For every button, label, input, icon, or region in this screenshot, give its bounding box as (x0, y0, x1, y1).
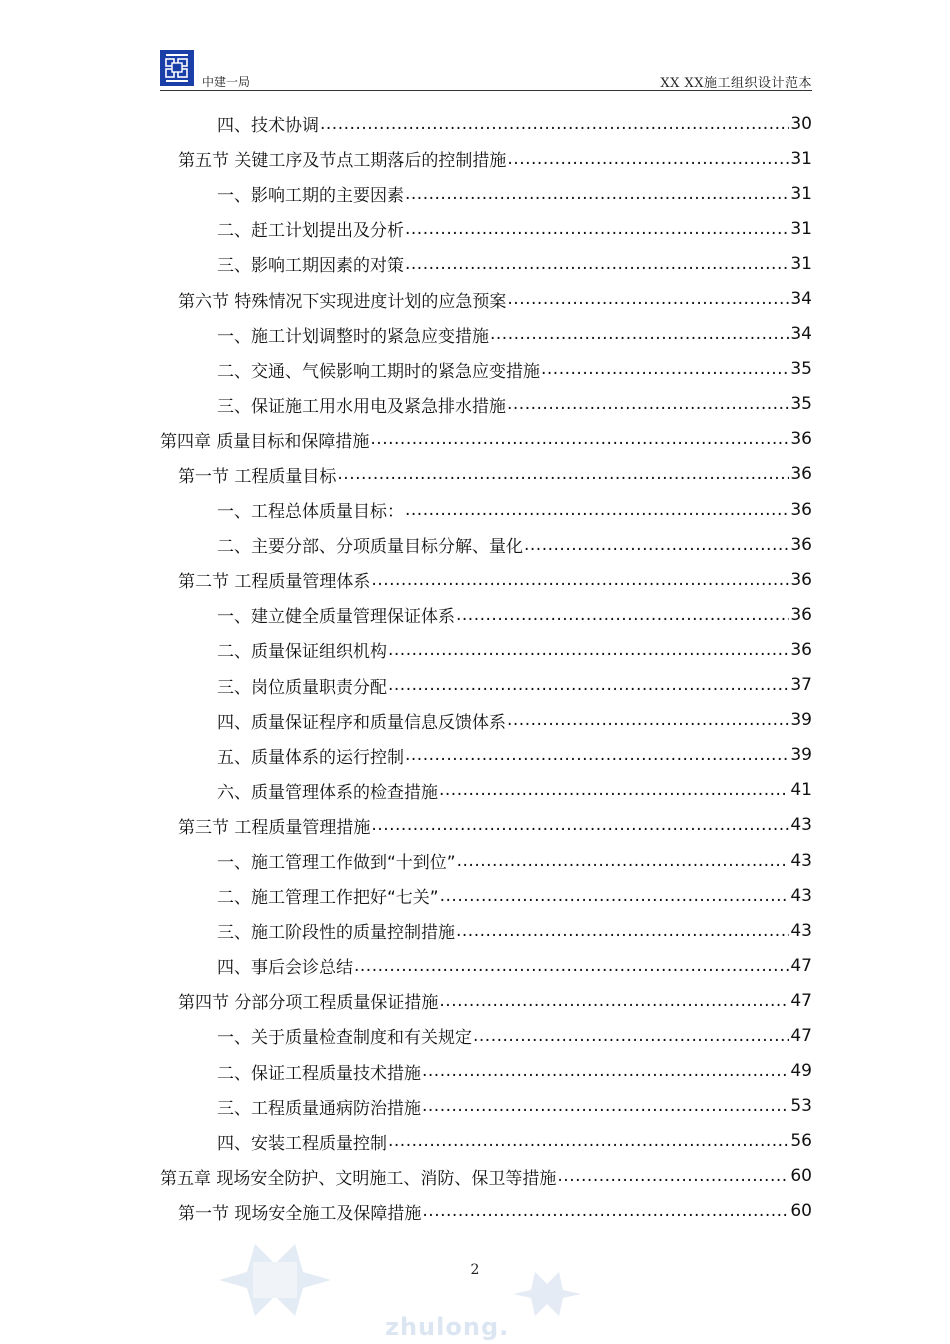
header-company-name: 中建一局 (202, 75, 251, 89)
toc-entry-page-number: 36 (790, 569, 812, 590)
toc-dot-leader (422, 1061, 789, 1081)
page-number: 2 (470, 1262, 480, 1278)
toc-entry-page-number: 39 (790, 745, 812, 766)
toc-dot-leader (388, 675, 789, 695)
toc-entry-title: 第一节 工程质量目标 (178, 466, 337, 487)
company-logo (160, 50, 194, 86)
toc-entry-page-number: 60 (790, 1166, 812, 1187)
toc-entry-page-number: 31 (790, 253, 812, 274)
toc-entry-page-number: 60 (790, 1201, 812, 1222)
toc-entry-title: 一、影响工期的主要因素 (217, 186, 404, 207)
toc-dot-leader (524, 535, 789, 555)
toc-entry-page-number: 34 (790, 324, 812, 345)
toc-entry[interactable] (160, 562, 812, 597)
toc-entry-page-number: 35 (790, 359, 812, 380)
toc-dot-leader (405, 500, 789, 520)
toc-dot-leader (320, 114, 789, 134)
toc-entry[interactable] (160, 773, 812, 808)
toc-dot-leader (405, 184, 789, 204)
toc-entry[interactable] (160, 703, 812, 738)
toc-entry[interactable] (160, 527, 812, 562)
page-header (160, 50, 812, 92)
toc-entry-title: 二、赶工计划提出及分析 (217, 221, 404, 242)
toc-entry-title: 四、技术协调 (217, 116, 319, 137)
toc-entry-title: 四、质量保证程序和质量信息反馈体系 (217, 712, 506, 733)
toc-entry[interactable] (160, 597, 812, 632)
toc-dot-leader (456, 921, 789, 941)
toc-entry-page-number: 31 (790, 148, 812, 169)
toc-entry-title: 二、质量保证组织机构 (217, 642, 387, 663)
toc-entry-title: 第五章 现场安全防护、文明施工、消防、保卫等措施 (160, 1168, 557, 1189)
toc-entry-title: 三、岗位质量职责分配 (217, 677, 387, 698)
toc-dot-leader (473, 1026, 789, 1046)
toc-entry[interactable] (160, 843, 812, 878)
toc-dot-leader (490, 324, 789, 344)
toc-entry-title: 第四章 质量目标和保障措施 (160, 431, 370, 452)
toc-entry-title: 第六节 特殊情况下实现进度计划的应急预案 (178, 291, 507, 312)
toc-dot-leader (557, 1166, 789, 1186)
toc-dot-leader (440, 886, 790, 906)
toc-dot-leader (371, 570, 789, 590)
toc-entry-page-number: 49 (790, 1061, 812, 1082)
toc-dot-leader (541, 359, 789, 379)
toc-dot-leader (354, 956, 789, 976)
toc-entry[interactable] (160, 913, 812, 948)
toc-entry[interactable] (160, 457, 812, 492)
toc-entry-page-number: 36 (790, 534, 812, 555)
toc-entry-title: 第三节 工程质量管理措施 (178, 817, 371, 838)
toc-dot-leader (405, 745, 789, 765)
toc-entry-page-number: 56 (790, 1131, 812, 1152)
toc-entry-title: 第二节 工程质量管理体系 (178, 572, 371, 593)
toc-entry[interactable] (160, 1089, 812, 1124)
toc-entry-title: 一、工程总体质量目标： (217, 502, 404, 523)
toc-entry[interactable] (160, 983, 812, 1018)
toc-entry-title: 一、关于质量检查制度和有关规定 (217, 1028, 472, 1049)
toc-entry-title: 二、主要分部、分项质量目标分解、量化 (217, 537, 523, 558)
toc-entry-title: 三、保证施工用水用电及紧急排水措施 (217, 396, 506, 417)
toc-entry-title: 第一节 现场安全施工及保障措施 (178, 1203, 422, 1224)
toc-entry-page-number: 31 (790, 183, 812, 204)
toc-dot-leader (507, 149, 789, 169)
toc-dot-leader (371, 815, 789, 835)
toc-entry-page-number: 31 (790, 218, 812, 239)
toc-dot-leader (422, 1096, 789, 1116)
toc-entry-page-number: 53 (790, 1096, 812, 1117)
toc-entry-page-number: 36 (790, 429, 812, 450)
toc-entry-page-number: 43 (790, 920, 812, 941)
toc-dot-leader (405, 219, 789, 239)
toc-entry-page-number: 34 (790, 289, 812, 310)
toc-entry-page-number: 47 (790, 955, 812, 976)
toc-entry-page-number: 41 (790, 780, 812, 801)
toc-entry-page-number: 39 (790, 710, 812, 731)
toc-entry-page-number: 36 (790, 499, 812, 520)
toc-entry-title: 第五节 关键工序及节点工期落后的控制措施 (178, 151, 507, 172)
toc-entry[interactable] (160, 352, 812, 387)
toc-dot-leader (507, 289, 789, 309)
header-document-title: XX XX施工组织设计范本 (660, 76, 812, 91)
toc-entry[interactable] (160, 1054, 812, 1089)
toc-entry-title: 四、事后会诊总结 (217, 958, 353, 979)
toc-entry[interactable] (160, 878, 812, 913)
toc-entry-title: 五、质量体系的运行控制 (217, 747, 404, 768)
toc-entry-title: 二、交通、气候影响工期时的紧急应变措施 (217, 361, 540, 382)
toc-dot-leader (388, 1131, 789, 1151)
toc-entry-title: 六、质量管理体系的检查措施 (217, 782, 438, 803)
watermark-text: zhulong. (385, 1313, 510, 1341)
toc-dot-leader (457, 851, 790, 871)
toc-entry[interactable] (160, 387, 812, 422)
toc-entry-title: 三、影响工期因素的对策 (217, 256, 404, 277)
toc-entry-title: 一、建立健全质量管理保证体系 (217, 607, 455, 628)
toc-dot-leader (405, 254, 789, 274)
toc-dot-leader (422, 1201, 789, 1221)
toc-entry[interactable] (160, 141, 812, 176)
toc-entry-title: 四、安装工程质量控制 (217, 1133, 387, 1154)
toc-entry[interactable] (160, 738, 812, 773)
toc-entry[interactable] (160, 281, 812, 316)
toc-entry-page-number: 37 (790, 675, 812, 696)
toc-dot-leader (507, 394, 789, 414)
toc-entry-title: 二、施工管理工作把好“七关” (217, 888, 439, 909)
toc-entry-title: 三、施工阶段性的质量控制措施 (217, 923, 455, 944)
toc-entry[interactable] (160, 1194, 812, 1229)
toc-entry-title: 一、施工管理工作做到“十到位” (217, 853, 456, 874)
toc-entry[interactable] (160, 1124, 812, 1159)
toc-entry-title: 一、施工计划调整时的紧急应变措施 (217, 326, 489, 347)
toc-entry-page-number: 47 (790, 990, 812, 1011)
toc-dot-leader (388, 640, 789, 660)
toc-dot-leader (337, 464, 789, 484)
toc-entry-page-number: 36 (790, 639, 812, 660)
toc-entry[interactable] (160, 808, 812, 843)
toc-entry[interactable] (160, 492, 812, 527)
cscec-logo-icon (160, 50, 194, 86)
toc-entry[interactable] (160, 246, 812, 281)
toc-entry-title: 第四节 分部分项工程质量保证措施 (178, 993, 439, 1014)
toc-dot-leader (370, 429, 789, 449)
toc-entry[interactable] (160, 106, 812, 141)
toc-entry-title: 二、保证工程质量技术措施 (217, 1063, 421, 1084)
toc-entry[interactable] (160, 211, 812, 246)
toc-entry[interactable] (160, 632, 812, 667)
toc-entry[interactable] (160, 317, 812, 352)
toc-entry-title: 三、工程质量通病防治措施 (217, 1098, 421, 1119)
toc-entry-page-number: 43 (790, 815, 812, 836)
toc-entry-page-number: 43 (790, 850, 812, 871)
toc-entry-page-number: 43 (790, 885, 812, 906)
toc-entry[interactable] (160, 1018, 812, 1053)
toc-dot-leader (439, 780, 789, 800)
toc-entry-page-number: 35 (790, 394, 812, 415)
toc-entry-page-number: 36 (790, 464, 812, 485)
toc-entry-page-number: 47 (790, 1025, 812, 1046)
toc-dot-leader (507, 710, 789, 730)
toc-entry[interactable] (160, 422, 812, 457)
toc-entry-page-number: 30 (790, 113, 812, 134)
header-rule (160, 90, 812, 91)
toc-entry[interactable] (160, 176, 812, 211)
toc-entry[interactable] (160, 948, 812, 983)
table-of-contents (160, 106, 812, 1229)
toc-entry[interactable] (160, 668, 812, 703)
toc-entry-page-number: 36 (790, 604, 812, 625)
toc-dot-leader (439, 991, 789, 1011)
toc-dot-leader (456, 605, 789, 625)
toc-entry[interactable] (160, 1159, 812, 1194)
